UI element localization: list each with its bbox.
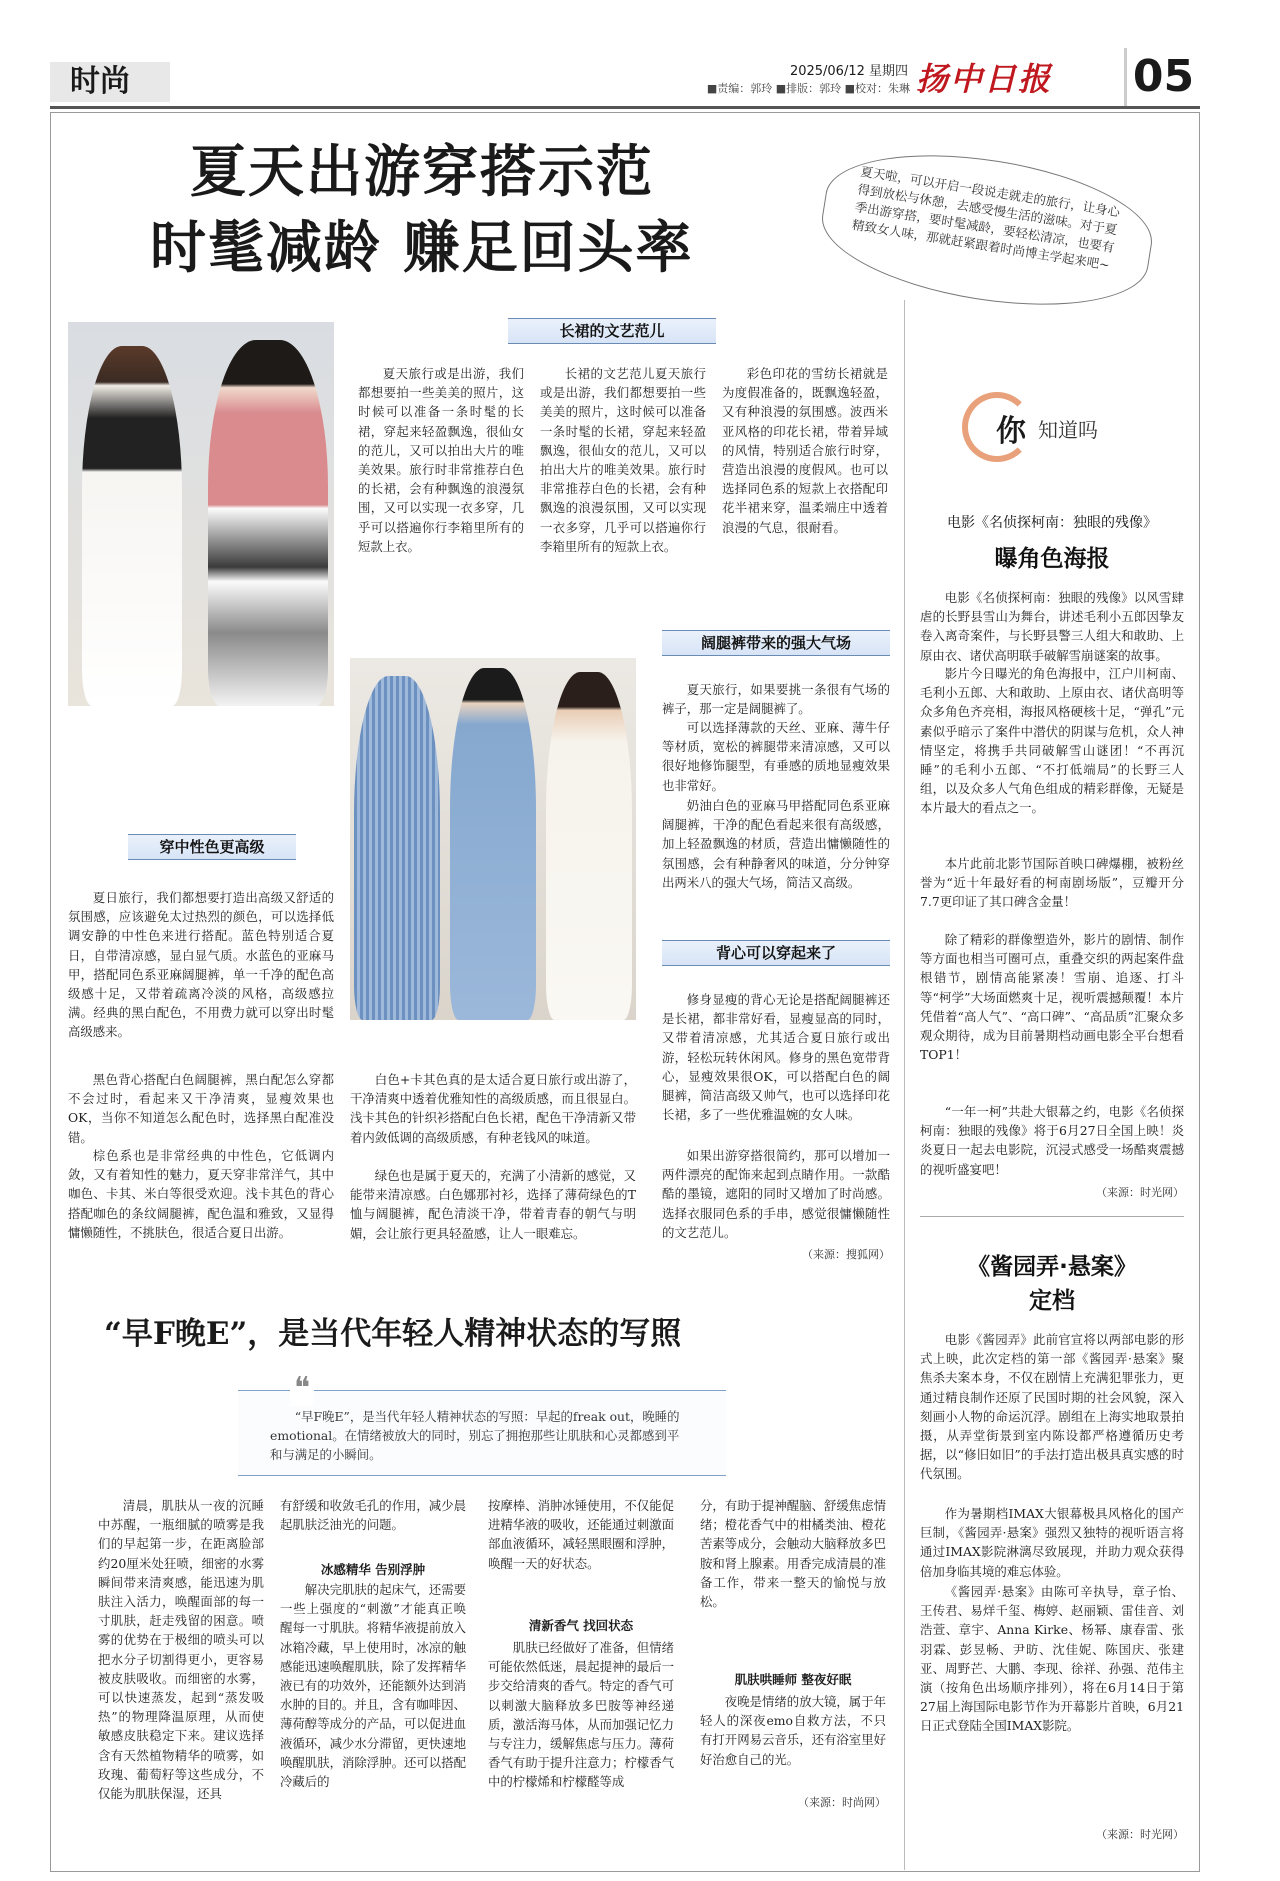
neutral-p4: 白色+卡其色真的是太适合夏日旅行或出游了，干净清爽中透着优雅知性的高级质感，而且很显白。浅卡其色的针织衫搭配白色长裙，配色干净清新又带着内敛低调的高级质感，有种老钱风的味道。 (350, 1072, 636, 1145)
long-skirt-col1: 夏天旅行或是出游，我们都想要拍一些美美的照片，这时候可以准备一条时髦的长裙，穿起来轻盈飘逸，很仙女的范儿，又可以拍出大片的唯美效果。旅行时非常推荐白色的长裙，会有种飘逸的浪漫氛围，又可以实现一衣多穿，几乎可以搭遍你行李箱里所有的短款上衣。 (358, 366, 524, 554)
conan-p3: 本片此前北影节国际首映口碑爆棚，被粉丝誉为“近十年最好看的柯南剧场版”，豆瓣开分7.7更印证了其口碑含金量！ (920, 856, 1184, 910)
section-title-neutral: 穿中性色更高级 (128, 834, 296, 860)
model-cream-vest (546, 672, 632, 1020)
did-you-know-badge (962, 392, 1132, 462)
neutral-p3: 棕色系也是非常经典的中性色，它低调内敛，又有着知性的魅力，夏天穿非常洋气，其中咖色、卡其、米白等很受欢迎。浅卡其色的背心搭配咖色的条纹阔腿裤，配色温和雅致，又显得慵懒随性，不挑肤色，很适合夏日出游。 (68, 1148, 334, 1240)
wide-pants-p1: 夏天旅行，如果要挑一条很有气场的裤子，那一定是阔腿裤了。 (662, 682, 890, 717)
photo-wide-pants (350, 658, 636, 1020)
model-blue-suit (450, 668, 536, 1020)
section-label: 时尚 (50, 62, 170, 102)
header-credits: ■责编：郭玲 ■排版：郭玲 ■校对：朱琳 (706, 82, 910, 95)
sidebar-separator (920, 1216, 1184, 1217)
intro-text: 夏天啦，可以开启一段说走就走的旅行，让身心得到放松与休憩，去感受慢生活的滋味。对于夏季出游穿搭，要时髦减龄，要轻松清凉，也要有精致女人味，那就赶紧跟着时尚博主学起来吧~ (851, 163, 1122, 273)
neutral-p2: 黑色背心搭配白色阔腿裤，黑白配怎么穿都不会过时，看起来又干净清爽，显瘦效果也OK，当你不知道怎么配色时，选择黑白配准没错。 (68, 1072, 334, 1145)
vest-source: （来源：搜狐网） (802, 1248, 890, 1261)
header-rule (50, 106, 1200, 109)
sidebar-divider (904, 300, 905, 1870)
model-white-skirt (82, 346, 182, 706)
lower-col3a: 按摩棒、消肿冰锤使用，不仅能促进精华液的吸收，还能通过刺激面部血液循环，减轻黑眼圈和浮肿，唤醒一天的好状态。 (488, 1498, 674, 1571)
jiangyuan-p1: 电影《酱园弄》此前官宣将以两部电影的形式上映，此次定档的第一部《酱园弄·悬案》聚焦杀夫案本身，不仅在剧情上充满犯罪张力，更通过精良制作还原了民国时期的社会风貌，深入刻画小人物的命运沉浮。剧组在上海实地取景拍摄，从弄堂街景到室内陈设都严格遵循历史考据，以“修旧如旧”的手法打造出极具真实感的时代氛围。 (920, 1332, 1184, 1482)
page-number: 05 (1124, 48, 1200, 106)
lower-col2a: 有舒缓和收敛毛孔的作用，减少晨起肌肤泛油光的问题。 (280, 1498, 466, 1533)
quote-box (238, 1371, 726, 1476)
lower-col4-subhead: 肌肤哄睡师 整夜好眠 (734, 1672, 852, 1687)
jiangyuan-title-line2: 定档 (1029, 1288, 1075, 1314)
section-title-long-skirt: 长裙的文艺范儿 (508, 318, 716, 344)
vest-p1: 修身显瘦的背心无论是搭配阔腿裤还是长裙，都非常好看，显瘦显高的同时，又带着清凉感，尤其适合夏日旅行或出游，轻松玩转休闲风。修身的黑色宽带背心，显瘦效果很OK，可以搭配白色的阔腿裤，简洁高级又帅气，也可以选择印花长裙，多了一些优雅温婉的女人味。 (662, 992, 890, 1123)
conan-title: 曝角色海报 (994, 546, 1110, 572)
neutral-p5: 绿色也是属于夏天的，充满了小清新的感觉，又能带来清凉感。白色娜那衬衫，选择了薄荷绿色的T恤与阔腿裤，配色清淡干净，带着青春的朝气与明媚，会让旅行更具轻盈感，让人一眼难忘。 (350, 1168, 636, 1241)
wide-pants-p2: 可以选择薄款的天丝、亚麻、薄牛仔等材质，宽松的裤腿带来清凉感，又可以很好地修饰腿型，有垂感的质地显瘦效果也非常好。 (662, 720, 890, 793)
quote-text: “早F晚E”，是当代年轻人精神状态的写照：早起的freak out，晚睡的emotional。在情绪被放大的同时，别忘了拥抱那些让肌肤和心灵都感到平和与满足的小瞬间。 (270, 1409, 680, 1462)
conan-p1: 电影《名侦探柯南：独眼的残像》以风雪肆虐的长野县雪山为舞台，讲述毛利小五郎因挚友卷入离奇案件，与长野县警三人组大和敢助、上原由衣、诸伏高明联手破解雪崩谜案的故事。 (920, 590, 1184, 663)
jiangyuan-p2: 作为暑期档IMAX大银幕极具风格化的国产巨制，《酱园弄·悬案》强烈又独特的视听语言将通过IMAX影院淋漓尽致展现，并助力观众获得倍加身临其境的难忘体验。 (920, 1506, 1184, 1579)
conan-kicker: 电影《名侦探柯南：独眼的残像》 (947, 515, 1157, 531)
long-skirt-col2: 长裙的文艺范儿夏天旅行或是出游，我们都想要拍一些美美的照片，这时候可以准备一条时髦的长裙，穿起来轻盈飘逸，很仙女的范儿，又可以拍出大片的唯美效果。旅行时非常推荐白色的长裙，会有种飘逸的浪漫氛围，又可以实现一衣多穿，几乎可以搭遍你行李箱里所有的短款上衣。 (540, 366, 706, 554)
lower-col4b: 夜晚是情绪的放大镜，属于年轻人的深夜emo自救方法，不只有打开网易云音乐，还有浴室里好好治愈自己的光。 (700, 1694, 886, 1767)
quote-mark-icon: ❝ (290, 1371, 314, 1406)
lower-col2b: 解决完肌肤的起床气，还需要一些上强度的“刺激”才能真正唤醒每一寸肌肤。将精华液提前放入冰箱冷藏，早上使用时，冰凉的触感能迅速唤醒肌肤，除了发挥精华液已有的功效外，还能额外达到消水肿的目的。并且，含有咖啡因、薄荷醇等成分的产品，可以促进血液循环，减少水分滞留，更快速地唤醒肌肤，消除浮肿。还可以搭配冷藏后的 (280, 1582, 466, 1790)
lower-col3-subhead: 清新香气 找回状态 (528, 1618, 634, 1633)
jiangyuan-source: （来源：时光网） (1096, 1828, 1184, 1841)
vest-p2: 如果出游穿搭很简约，那可以增加一两件漂亮的配饰来起到点睛作用。一款酷酷的墨镜，遮阳的同时又增加了时尚感。选择衣服同色系的手串，感觉很慵懒随性的文艺范儿。 (662, 1148, 890, 1240)
conan-p5: “一年一柯”共赴大银幕之约，电影《名侦探柯南：独眼的残像》将于6月27日全国上映！炎炎夏日一起去电影院，沉浸式感受一场酷爽震撼的视听盛宴吧！ (920, 1104, 1184, 1177)
badge-small-text: 知道吗 (1038, 418, 1098, 442)
lower-col3b: 肌肤已经做好了准备，但情绪可能依然低迷，晨起提神的最后一步交给清爽的香气。特定的香气可以刺激大脑释放多巴胺等神经递质，激活海马体，从而加强记忆力与专注力，缓解焦虑与压力。薄荷香气有助于提升注意力；柠檬香气中的柠檬烯和柠檬醛等成 (488, 1640, 674, 1790)
long-skirt-col3: 彩色印花的雪纺长裙就是为度假准备的，既飘逸轻盈，又有种浪漫的氛围感。波西米亚风格的印花长裙，带着异域的风情，特别适合旅行时穿，营造出浪漫的度假风。也可以选择同色系的短款上衣搭配印花半裙来穿，温柔端庄中透着浪漫的气息，很耐看。 (722, 366, 888, 535)
badge-big-char: 你 (996, 414, 1026, 449)
lower-col4a: 分，有助于提神醒脑、舒缓焦虑情绪；橙花香气中的柑橘类油、橙花苦素等成分，会触动大脑释放多巴胺和肾上腺素。用香完成清晨的准备工作，带来一整天的愉悦与放松。 (700, 1498, 886, 1610)
jiangyuan-title-line1: 《酱园弄·悬案》 (967, 1254, 1137, 1280)
lower-col1: 清晨，肌肤从一夜的沉睡中苏醒，一瓶细腻的喷雾是我们的早起第一步，在距离脸部约20厘米处狂喷，细密的水雾瞬间带来清爽感，能迅速为肌肤注入活力，唤醒面部的每一寸肌肤，赶走残留的困意。喷雾的优势在于极细的喷头可以把水分子切割得更小，更容易被皮肤吸收。而细密的水雾，可以快速蒸发，起到“蒸发吸热”的物理降温原理，从而使敏感皮肤稳定下来。建议选择含有天然植物精华的喷雾，如玫瑰、葡萄籽等这些成分，不仅能为肌肤保湿，还具 (98, 1498, 264, 1802)
conan-source: （来源：时光网） (1096, 1186, 1184, 1199)
lower-headline: “早F晚E”，是当代年轻人精神状态的写照 (104, 1316, 682, 1352)
headline-line1: 夏天出游穿搭示范 (190, 140, 654, 205)
page-header (50, 48, 1200, 108)
header-date: 2025/06/12 星期四 (789, 64, 908, 79)
photo-long-skirts (68, 322, 334, 706)
masthead-logo: 扬中日报 (916, 60, 1053, 98)
headline-line2: 时髦减龄 赚足回头率 (150, 216, 694, 281)
model-denim-set (354, 676, 440, 1020)
wide-pants-p3: 奶油白色的亚麻马甲搭配同色系亚麻阔腿裤，干净的配色看起来很有高级感，加上轻盈飘逸的材质，营造出慵懒随性的氛围感，会有种静奢风的味道，分分钟穿出两米八的强大气场，简洁又高级。 (662, 798, 890, 890)
model-pink-cardigan (208, 340, 328, 706)
conan-p4: 除了精彩的群像塑造外，影片的剧情、制作等方面也相当可圈可点，重叠交织的两起案件盘根错节，剧情高能紧凑！雪崩、追逐、打斗等“柯学”大场面燃爽十足，视听震撼颠覆！本片凭借着“高人气”、“高口碑”、“高品质”汇聚众多观众期待，成为目前暑期档动画电影全平台想看TOP1！ (920, 932, 1184, 1063)
section-title-wide-pants: 阔腿裤带来的强大气场 (662, 630, 890, 656)
jiangyuan-p3: 《酱园弄·悬案》由陈可辛执导，章子怡、王传君、易烊千玺、梅婷、赵丽颖、雷佳音、刘浩萱、章宇、Anna Kirke、杨幂、康春雷、张羽霖、彭昱畅、尹昉、沈佳妮、陈国庆、张建亚、周野芒、大鹏、李现、徐祥、孙强、范伟主演（按角色出场顺序排列），将在6月14日于第27届上海国际电影节作为开幕影片首映，6月21日正式登陆全国IMAX影院。 (920, 1584, 1184, 1734)
conan-p2: 影片今日曝光的角色海报中，江户川柯南、毛利小五郎、大和敢助、上原由衣、诸伏高明等众多角色齐亮相，海报风格硬核十足，“弹孔”元素似乎暗示了案件中潜伏的阴谋与危机，众人神情坚定，将携手共同破解雪山谜团！“不再沉睡”的毛利小五郎、“不打低端局”的长野三人组，以及众多人气角色组成的精彩群像，无疑是本片最大的看点之一。 (920, 666, 1184, 816)
neutral-p1: 夏日旅行，我们都想要打造出高级又舒适的氛围感，应该避免太过热烈的颜色，可以选择低调安静的中性色来进行搭配。蓝色特别适合夏日，自带清凉感，显白显气质。水蓝色的亚麻马甲，搭配同色系亚麻阔腿裤，单一千净的配色高级感十足，又带着疏离冷淡的风格，高级感拉满。经典的黑白配色，不用费力就可以穿出时髦高级感来。 (68, 890, 334, 1040)
lower-col2-subhead: 冰感精华 告别浮肿 (320, 1562, 426, 1577)
lower-source: （来源：时尚网） (798, 1796, 886, 1809)
section-title-vest: 背心可以穿起来了 (662, 940, 890, 966)
